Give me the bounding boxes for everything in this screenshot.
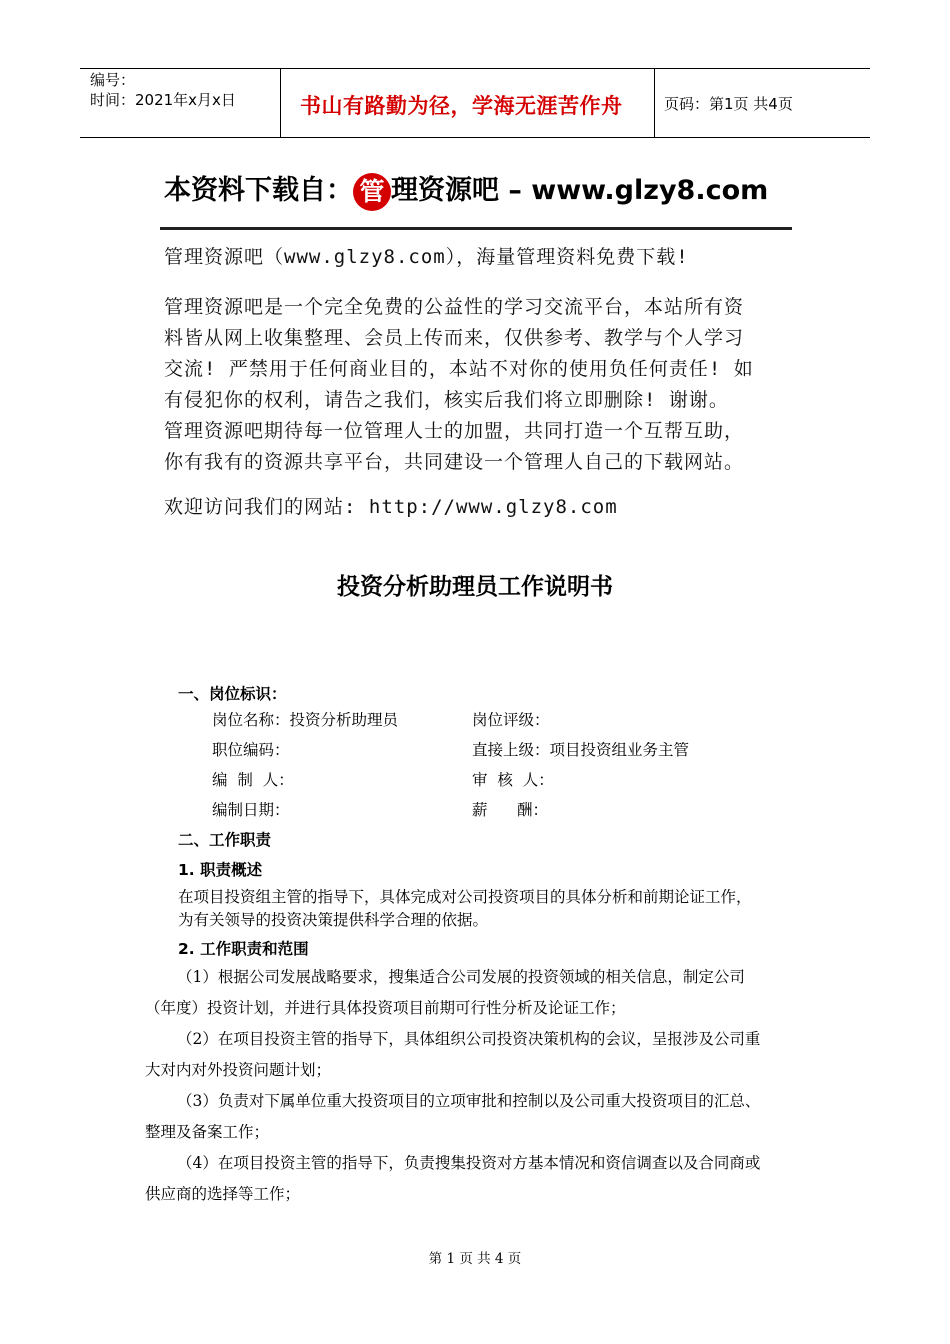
- field-date: 编制日期：: [212, 801, 290, 819]
- duty-line: 大对内对外投资问题计划；: [145, 1061, 332, 1079]
- section1-left-column: [212, 705, 398, 825]
- notice-line: 管理资源吧是一个完全免费的公益性的学习交流平台，本站所有资: [164, 296, 745, 318]
- duty-line: （3）负责对下属单位重大投资项目的立项审批和控制以及公司重大投资项目的汇总、: [177, 1092, 761, 1110]
- banner-prefix: 本资料下载自：: [164, 175, 353, 206]
- page-footer: 第 1 页 共 4 页: [428, 1251, 522, 1267]
- duty-item: [145, 1024, 825, 1086]
- notice-line1: 管理资源吧（www.glzy8.com），海量管理资料免费下载!: [164, 246, 689, 268]
- duty-item: [145, 962, 825, 1024]
- summary-line: 在项目投资组主管的指导下，具体完成对公司投资项目的具体分析和前期论证工作，: [178, 888, 752, 906]
- duty-line: 供应商的选择等工作；: [145, 1185, 301, 1203]
- banner-title: [164, 168, 768, 211]
- field-salary: 薪 酬：: [472, 801, 549, 819]
- section1-right-column: [472, 705, 689, 825]
- header-divider: [654, 69, 655, 137]
- section2-heading: 二、工作职责: [178, 831, 272, 849]
- banner-url: – www.glzy8.com: [499, 175, 769, 206]
- duty-line: （4）在项目投资主管的指导下，负责搜集投资对方基本情况和资信调查以及合同商或: [177, 1154, 761, 1172]
- field-author: 编 制 人：: [212, 771, 294, 789]
- section1-heading: 一、岗位标识：: [178, 685, 287, 703]
- notice-visit: 欢迎访问我们的网站: http://www.glzy8.com: [164, 496, 618, 518]
- header-divider: [280, 69, 281, 137]
- banner-site-name: 理资源吧: [391, 175, 499, 206]
- field-grade: 岗位评级：: [472, 711, 550, 729]
- field-code: 职位编码：: [212, 741, 290, 759]
- duty-line: （1）根据公司发展战略要求，搜集适合公司发展的投资领域的相关信息，制定公司: [177, 968, 745, 986]
- logo-icon: 管: [353, 173, 391, 211]
- page-label: 页码：第1页 共4页: [664, 95, 793, 113]
- duty-item: [145, 1148, 825, 1210]
- summary-line: 为有关领导的投资决策提供科学合理的依据。: [178, 911, 489, 929]
- notice-line: 料皆从网上收集整理、会员上传而来，仅供参考、教学与个人学习: [164, 327, 745, 349]
- notice-para2: [164, 292, 754, 416]
- duty-line: 整理及备案工作；: [145, 1123, 270, 1141]
- document-title: 投资分析助理员工作说明书: [337, 574, 613, 600]
- notice-line: 有侵犯你的权利，请告之我们，核实后我们将立即删除! 谢谢。: [164, 389, 729, 411]
- notice-para3: [164, 416, 744, 478]
- section2-summary: [178, 886, 752, 932]
- duty-line: （2）在项目投资主管的指导下，具体组织公司投资决策机构的会议，呈报涉及公司重: [177, 1030, 761, 1048]
- duty-list: [145, 962, 825, 1210]
- notice-line: 交流! 严禁用于任何商业目的，本站不对你的使用负任何责任! 如: [164, 358, 754, 380]
- section2-sub2: 2. 工作职责和范围: [178, 940, 309, 958]
- banner-rule: [160, 227, 792, 230]
- field-reviewer: 审 核 人：: [472, 771, 554, 789]
- motto: 书山有路勤为径，学海无涯苦作舟: [300, 94, 623, 118]
- serial-label: 编号：: [90, 71, 136, 89]
- duty-item: [145, 1086, 825, 1148]
- notice-line: 管理资源吧期待每一位管理人士的加盟，共同打造一个互帮互助，: [164, 420, 745, 442]
- time-label: 时间：2021年x月x日: [90, 91, 236, 109]
- field-supervisor: 直接上级：项目投资组业务主管: [472, 741, 690, 759]
- duty-line: （年度）投资计划，并进行具体投资项目前期可行性分析及论证工作；: [145, 999, 626, 1017]
- notice-line: 你有我有的资源共享平台，共同建设一个管理人自己的下载网站。: [164, 451, 745, 473]
- section2-sub1: 1. 职责概述: [178, 861, 263, 879]
- field-post-name: 岗位名称：投资分析助理员: [212, 711, 399, 729]
